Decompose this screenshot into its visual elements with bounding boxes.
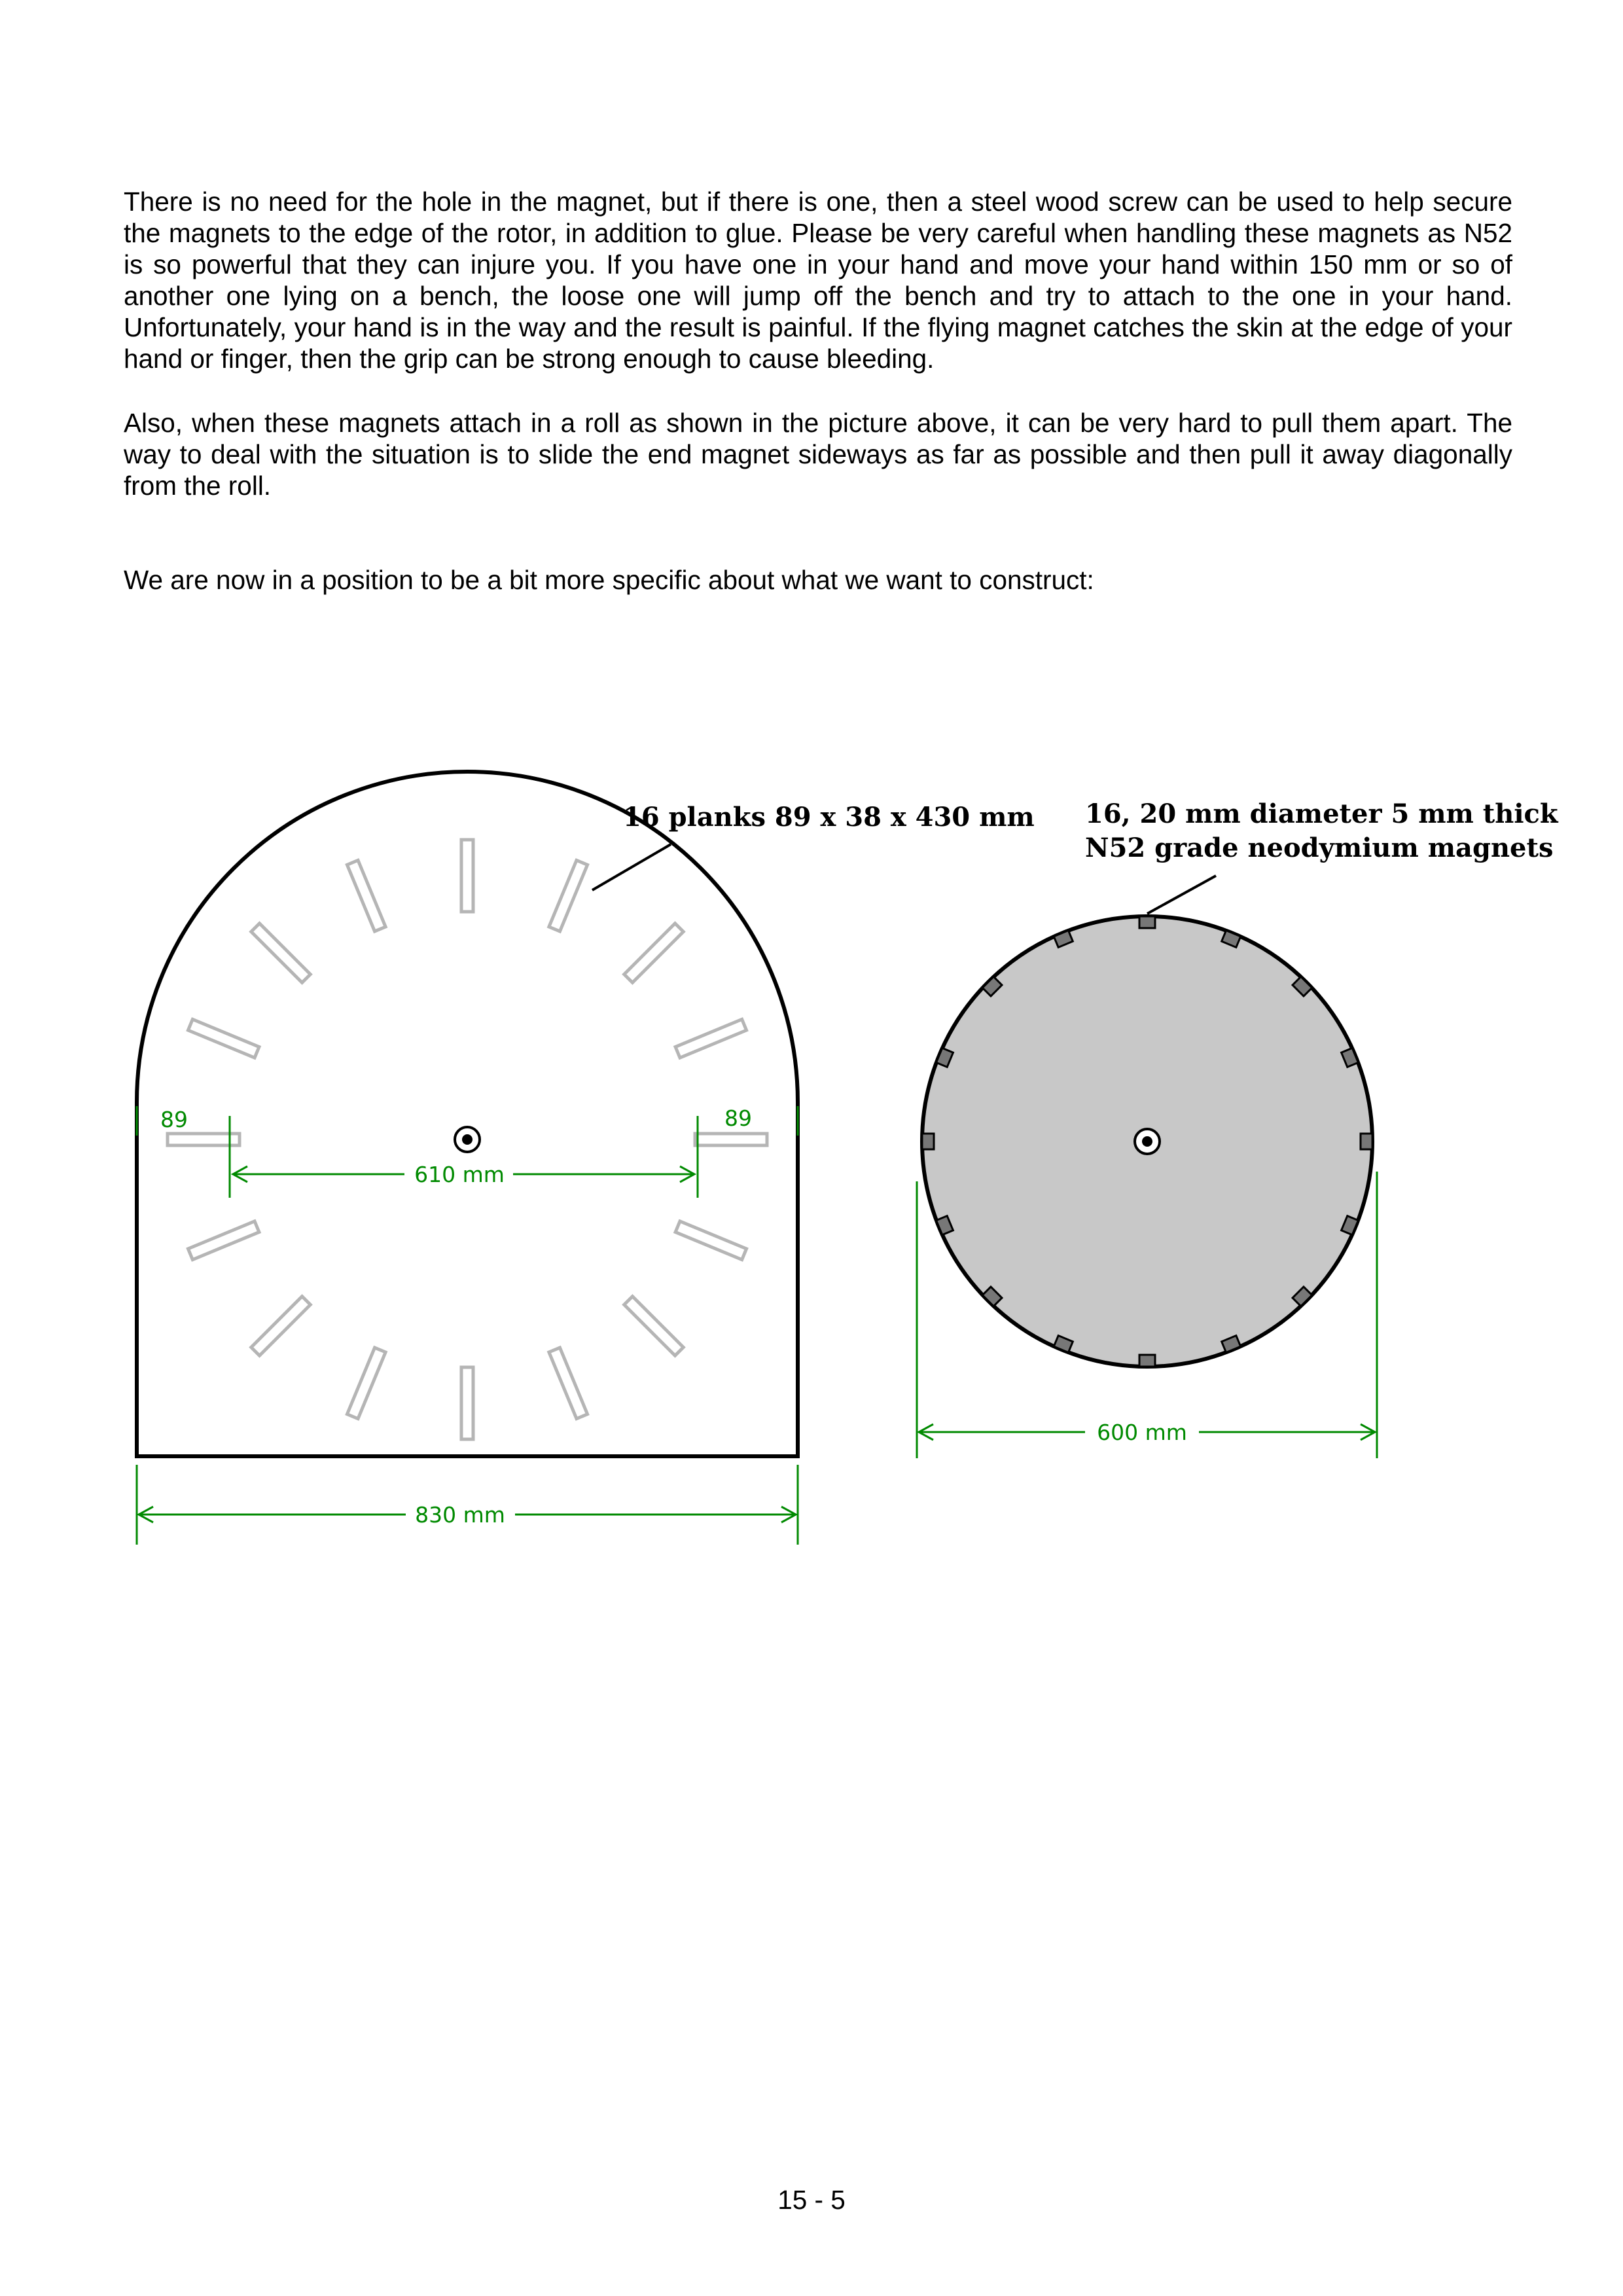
paragraph-construction-intro: We are now in a position to be a bit more specific about what we want to construct:: [124, 565, 1094, 595]
page-number: 15 - 5: [777, 2185, 846, 2215]
magnet-13: [922, 1134, 934, 1149]
plank-10: [347, 1348, 385, 1419]
plank-12: [188, 1221, 259, 1260]
rotor-callout-line1: 16, 20 mm diameter 5 mm thick: [1085, 798, 1558, 829]
magnet-5: [1361, 1134, 1372, 1149]
paragraph-magnet-safety: There is no need for the hole in the magnet, but if there is one, then a steel wood screw can be used to help secure the magnets to the edge of the rotor, in addition to glue. Please be very careful when handling these magnets as N52 is so powerful that they can injure you. If you have one in your hand and move your hand within 150 mm or so of another one lying on a bench, the loose one will jump off the bench and try to attach to the one in your hand. Unfortunately, your hand is in the way and the result is painful. If the flying magnet catches the skin at the edge of your hand or finger, then the grip can be strong enough to cause bleeding.: [124, 187, 1512, 374]
rotor-callout-leader: [1147, 876, 1216, 914]
stator-callout-label: 16 planks 89 x 38 x 430 mm: [623, 802, 1035, 833]
plank-15: [251, 924, 311, 983]
plank-11: [251, 1297, 311, 1356]
plank-3: [624, 924, 684, 983]
paragraph-separating-magnets: Also, when these magnets attach in a roll as shown in the picture above, it can be very hard to pull them apart. The way to deal with the situation is to slide the end magnet sideways as far as possible and then pull it away diagonally from the roll.: [124, 408, 1512, 501]
dim-rotor-label: 600 mm: [1097, 1420, 1187, 1445]
magnet-9: [1139, 1355, 1155, 1367]
stator-center-dot: [462, 1134, 473, 1145]
dim-width-label: 830 mm: [415, 1502, 505, 1528]
dim-plank-right: 89: [724, 1105, 752, 1131]
plank-2: [549, 860, 588, 931]
rotor-callout-line2: N52 grade neodymium magnets: [1085, 833, 1554, 863]
dim-inner-label: 610 mm: [414, 1162, 505, 1187]
plank-1: [461, 840, 473, 912]
plank-16: [347, 860, 385, 931]
stator-callout-leader: [592, 844, 671, 890]
plank-8: [549, 1348, 588, 1419]
plank-14: [188, 1019, 259, 1058]
plank-7: [624, 1297, 684, 1356]
plank-9: [461, 1367, 473, 1439]
plank-5: [695, 1134, 767, 1145]
rotor-center-dot: [1142, 1136, 1152, 1147]
plank-4: [675, 1019, 747, 1058]
dim-plank-left: 89: [160, 1107, 188, 1132]
magnet-1: [1139, 916, 1155, 928]
plank-6: [675, 1221, 747, 1260]
